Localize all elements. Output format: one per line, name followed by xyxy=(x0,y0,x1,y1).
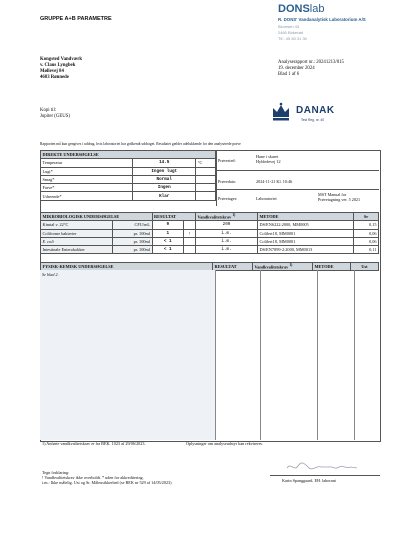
row-value: Ingen lugt xyxy=(133,167,196,175)
micro-result-header: RESULTAT xyxy=(152,213,195,221)
table-row xyxy=(41,159,216,167)
row-unit xyxy=(196,167,216,175)
chem-note: Se blad 2. xyxy=(42,272,59,277)
param-method: DS/EN7899-2:2000, MM0013 xyxy=(258,246,354,254)
chem-ust-header: Ust xyxy=(351,263,379,271)
row-label: Udseende* xyxy=(41,192,133,200)
danak-logo xyxy=(270,101,292,128)
table-row xyxy=(41,246,379,254)
direct-table xyxy=(40,150,216,201)
direct-title: DIREKTE UNDERSØGELSE xyxy=(41,151,216,159)
table-row xyxy=(41,237,379,245)
param-sr: 0,15 xyxy=(354,221,379,229)
param-label: Intestinale Enterokokker xyxy=(41,246,113,254)
param-result: 9 xyxy=(152,221,183,229)
sample-place-line: Hane i skuret xyxy=(256,154,279,159)
lab-address xyxy=(278,24,307,42)
param-sr: 0,11 xyxy=(354,246,379,254)
chem-quality-header: Vandkvalitetskrav $^{1)}$ xyxy=(253,263,313,271)
brand-suffix: lab xyxy=(309,3,325,15)
report-meta xyxy=(278,60,344,79)
sample-date-label: Prøvedato: xyxy=(218,179,237,184)
lab-address-line: Blomsen 43 xyxy=(278,24,300,29)
micro-method-header: METODE xyxy=(258,213,354,221)
table-row xyxy=(41,221,379,229)
micro-sr-header: Sr xyxy=(354,213,379,221)
sample-taker: Laboratoriet xyxy=(256,196,277,201)
lab-name: R. DONS' Vandanalytisk Laboratorium A/S xyxy=(278,17,366,22)
column-rule xyxy=(260,270,261,440)
chem-result-header: RESULTAT xyxy=(213,263,253,271)
param-requirement: i.m. xyxy=(196,237,258,245)
param-method: DS/EN6222:2000, MM0005 xyxy=(258,221,354,229)
param-requirement: 200 xyxy=(196,221,258,229)
donslab-logo xyxy=(278,3,324,15)
param-requirement: i.m. xyxy=(196,246,258,254)
row-value: Normal xyxy=(133,175,196,183)
crown-icon xyxy=(270,101,292,123)
param-unit: pr. 100ml xyxy=(112,246,152,254)
row-value: 14.5 xyxy=(133,159,196,167)
chem-method-header: METODE xyxy=(313,263,351,271)
row-label: Farve* xyxy=(41,184,133,192)
legend-line: i.m.: Ikke målelig. Ust og Sr. Måleusikkerhed (se BEK nr 529 af 14/05/2023) xyxy=(42,480,172,485)
column-rule xyxy=(215,270,216,440)
param-requirement: i.m. xyxy=(196,229,258,237)
sample-method-line: Prøvetagning ver. 5 2021 xyxy=(318,197,361,202)
micro-quality-header: Vandkvalitetskrav $^{1)}$ xyxy=(196,213,258,221)
sample-date: 2024-11-21 Kl. 10:46 xyxy=(256,179,293,184)
footnote-equipment: Oplysninger om analyseudstyr kan rekvireres. xyxy=(186,441,264,446)
legend xyxy=(42,470,172,485)
page-indicator: Blad 1 af 6 xyxy=(278,72,300,78)
param-flag xyxy=(184,246,196,254)
param-flag: ! xyxy=(184,229,196,237)
report-notice: Rapporten må kun gengives i uddrag, hvis laboratoriet har godkendt uddraget. Resultatet gælder udelukkende for den analyserede prøve xyxy=(40,142,241,146)
param-label: E. coli xyxy=(41,237,113,245)
brand-name: DONS xyxy=(278,3,310,15)
signature-name: Karin Spanggaard, EH. laborant xyxy=(282,478,336,483)
column-rule xyxy=(317,270,318,440)
row-unit xyxy=(196,192,216,200)
row-value: Ingen xyxy=(133,184,196,192)
table-row xyxy=(41,184,216,192)
param-sr: 0,06 xyxy=(354,229,379,237)
param-unit: pr. 100ml xyxy=(112,229,152,237)
param-sr: 0,06 xyxy=(354,237,379,245)
micro-table xyxy=(40,212,379,254)
sample-method xyxy=(318,192,360,202)
table-row xyxy=(41,229,379,237)
recipient-line: Kongsted Vandværk xyxy=(40,57,82,62)
divider xyxy=(216,189,379,190)
sample-place xyxy=(256,154,281,164)
table-row xyxy=(41,175,216,183)
param-flag xyxy=(184,237,196,245)
signature-line xyxy=(270,475,380,476)
copy-to-label: Kopi til: xyxy=(40,108,57,113)
danak-reg: Test Reg. nr. 40 xyxy=(301,118,325,122)
param-unit: CFU/mL xyxy=(112,221,152,229)
row-value: Klar xyxy=(133,192,196,200)
row-label: Smag* xyxy=(41,175,133,183)
chem-title: FYSISK-KEMISK UNDERSØGELSE xyxy=(41,263,213,271)
danak-name: DANAK xyxy=(296,105,335,116)
table-row xyxy=(41,167,216,175)
document-title: GRUPPE A+B PARAMETRE xyxy=(40,16,112,22)
row-unit xyxy=(196,175,216,183)
divider xyxy=(216,170,379,171)
param-result: < 1 xyxy=(152,246,183,254)
column-rule xyxy=(354,270,355,440)
row-label: Temperatur xyxy=(41,159,133,167)
sample-taker-label: Prøvetager: xyxy=(218,196,238,201)
recipient-line: Møllevej 84 xyxy=(40,69,64,74)
param-label: Kimtal v. 22°C xyxy=(41,221,113,229)
table-row xyxy=(41,192,216,200)
recipient-line: 4683 Rønnede xyxy=(40,75,69,80)
recipient-line: v. Claus Lyngbek xyxy=(40,63,76,68)
lab-address-line: Tlf.: 45 80 31 30 xyxy=(278,36,307,41)
sample-place-label: Prøvested: xyxy=(218,158,236,163)
sample-method-line: MST Manual for xyxy=(318,192,347,197)
param-method: Colilert18, MM0001 xyxy=(258,229,354,237)
signature-mark xyxy=(285,460,360,474)
param-flag xyxy=(184,221,196,229)
param-result: 1 xyxy=(152,229,183,237)
legend-line: ! Vandkvalitetskrav ikke overholdt. * uden for akkreditering. xyxy=(42,475,144,480)
row-unit: °C xyxy=(196,159,216,167)
chem-label-column xyxy=(40,270,215,440)
micro-title: MIKROBIOLOGISK UNDERSØGELSE xyxy=(41,213,153,221)
recipient-address xyxy=(40,57,82,81)
row-unit xyxy=(196,184,216,192)
report-date: 19. december 2024 xyxy=(278,66,315,72)
param-unit: pr. 100ml xyxy=(112,237,152,245)
report-number: Analyserapport nr.: 20241213/015 xyxy=(278,60,344,65)
footnote-requirements: 1) Anførte vandkvalitetskrav er fra BEK. 1023 af 29/06/2023. xyxy=(42,441,146,446)
sample-place-line: Hyldedevej 12 xyxy=(256,159,281,164)
row-label: Lugt* xyxy=(41,167,133,175)
copy-to xyxy=(40,108,70,120)
legend-title: Tegn forklaring: xyxy=(42,470,70,475)
param-label: Coliforme bakterier xyxy=(41,229,113,237)
param-result: < 1 xyxy=(152,237,183,245)
copy-to-value: Jupiter (GEUS) xyxy=(40,114,70,119)
param-method: Colilert18, MM0001 xyxy=(258,237,354,245)
lab-address-line: 2460 Birkerød xyxy=(278,30,304,35)
